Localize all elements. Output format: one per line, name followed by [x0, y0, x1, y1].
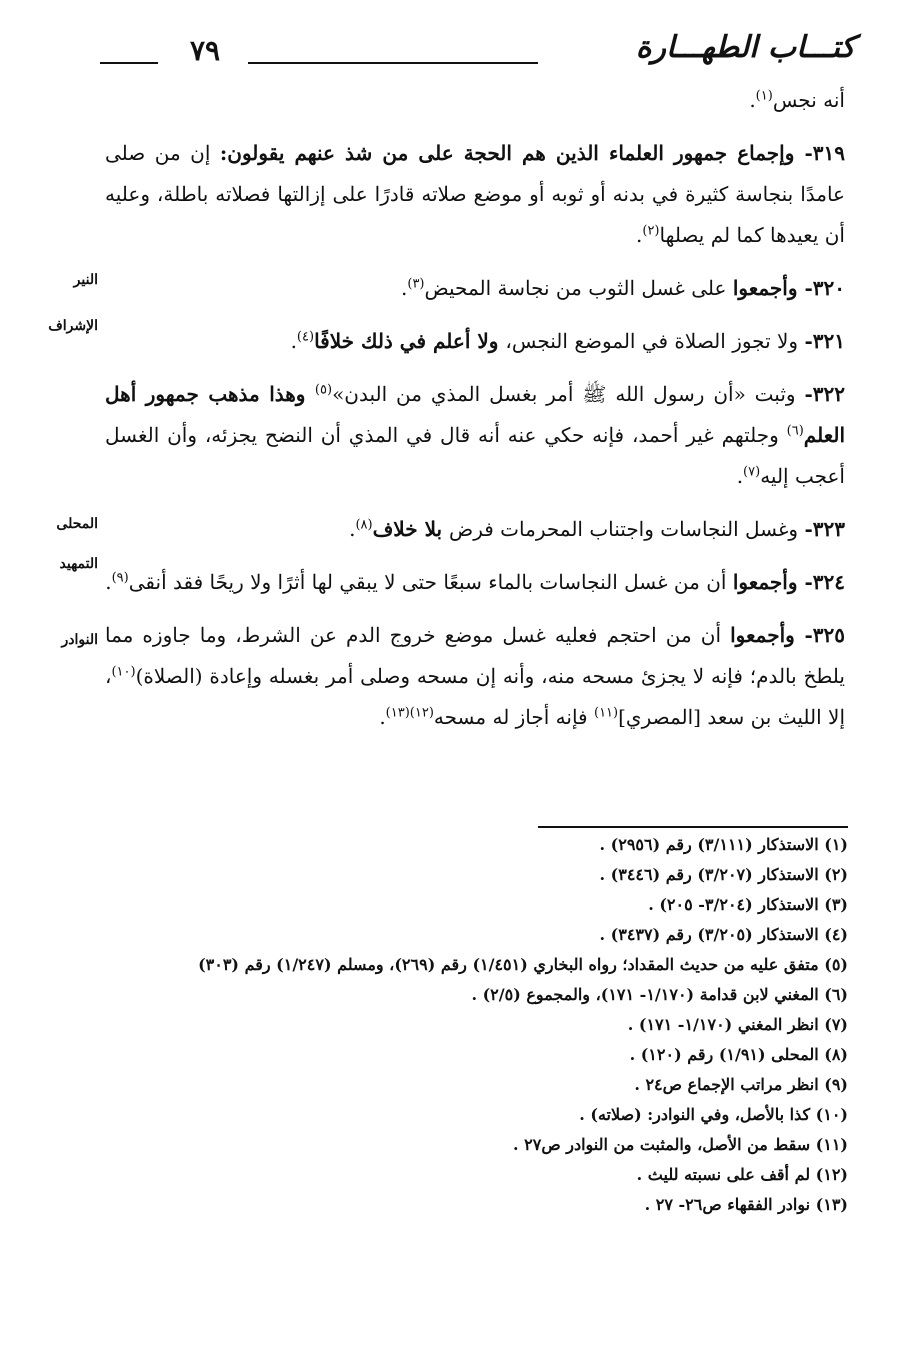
header-rule-left — [100, 62, 158, 64]
footnote: (١) الاستذكار (٣/١١١) رقم (٢٩٥٦) . — [599, 835, 848, 854]
paragraph-number: ٣٢١- — [804, 329, 845, 353]
footnote-ref: (٣) — [407, 276, 425, 292]
footnote: (٥) متفق عليه من حديث المقداد؛ رواه البخاري (١/٤٥١) رقم (٢٦٩)، ومسلم (١/٢٤٧) رقم (٣٠٣) — [198, 955, 848, 974]
paragraph-323 — [105, 509, 845, 550]
footnote-ref: (١٢)(١٣) — [385, 705, 434, 721]
paragraph-end: . — [736, 464, 744, 488]
book-title: كتـــاب الطهـــارة — [635, 30, 855, 65]
footnote: (٣) الاستذكار (٣/٢٠٤- ٢٠٥) . — [648, 895, 848, 914]
footnote-ref: (٤) — [296, 329, 315, 345]
paragraph-text: أنه نجس — [772, 88, 845, 112]
paragraph-322 — [105, 374, 845, 497]
paragraph-number: ٣١٩- — [804, 141, 846, 165]
footnote-ref: (٩) — [111, 570, 129, 586]
page-header — [100, 30, 855, 78]
paragraph-text: وثبت «أن رسول الله ﷺ أمر بغسل المذي من البدن» — [332, 382, 805, 406]
paragraph-end: . — [290, 329, 297, 353]
footnote: (٤) الاستذكار (٣/٢٠٥) رقم (٣٤٣٧) . — [599, 925, 848, 944]
header-rule-middle — [248, 62, 538, 64]
footnote: (١٠) كذا بالأصل، وفي النوادر: (صلاته) . — [579, 1105, 848, 1124]
margin-note: الإشراف — [48, 318, 98, 334]
margin-note: النوادر — [61, 632, 98, 648]
footnote-ref: (٨) — [355, 517, 373, 533]
paragraph-end: . — [379, 705, 386, 729]
footnote: (٦) المغني لابن قدامة (١/١٧٠- ١٧١)، والمجموع (٢/٥) . — [471, 985, 848, 1004]
footnote-ref: (١) — [755, 88, 773, 104]
footnote: (١١) سقط من الأصل، والمثبت من النوادر ص٢٧ . — [513, 1135, 848, 1154]
paragraph-end: . — [349, 517, 356, 541]
footnote-ref: (١١) — [593, 705, 619, 721]
paragraph-emphasis: ولا أعلم في ذلك خلافًا — [314, 329, 506, 353]
paragraph-325 — [105, 615, 845, 738]
paragraph-text-continued: وجلتهم غير أحمد، فإنه حكي عنه أنه قال في المذي أن النضح يجزئه، وأن الغسل أعجب إليه — [105, 423, 845, 488]
paragraph — [105, 80, 845, 121]
footnote: (١٣) نوادر الفقهاء ص٢٦- ٢٧ . — [644, 1195, 848, 1214]
paragraph-emphasis: بلا خلاف — [372, 517, 450, 541]
paragraph-text: إن من صلى عامدًا بنجاسة كثيرة في بدنه أو ثوبه أو موضع صلاته قادرًا على إزالتها فصلاته باطلة، وعليه أن يعيدها كما لم يصلها — [105, 141, 845, 247]
paragraph-text: وغسل النجاسات واجتناب المحرمات فرض — [449, 517, 805, 541]
footnote: (٢) الاستذكار (٣/٢٠٧) رقم (٣٤٤٦) . — [599, 865, 848, 884]
footnotes — [106, 830, 848, 1220]
paragraph-319 — [105, 133, 845, 256]
paragraph-text: ولا تجوز الصلاة في الموضع النجس، — [505, 329, 805, 353]
paragraph-number: ٣٢٤- — [804, 570, 845, 594]
paragraph-number: ٣٢٥- — [804, 623, 846, 647]
paragraph-emphasis: وهذا مذهب جمهور أهل العلم — [105, 382, 845, 447]
margin-note: المحلى — [56, 516, 98, 532]
paragraph-text-final: فإنه أجاز له مسحه — [433, 705, 594, 729]
footnote: (٧) انظر المغني (١/١٧٠- ١٧١) . — [627, 1015, 848, 1034]
footnote: (١٢) لم أقف على نسبته لليث . — [636, 1165, 848, 1184]
margin-note: التمهيد — [59, 556, 98, 572]
main-text — [105, 80, 845, 750]
footnote-ref: (٦) — [786, 423, 804, 439]
paragraph-320 — [105, 268, 845, 309]
footnote-ref: (١٠) — [111, 664, 136, 680]
footnote-separator — [538, 826, 848, 828]
footnote: (٨) المحلى (١/٩١) رقم (١٢٠) . — [629, 1045, 848, 1064]
footnote: (٩) انظر مراتب الإجماع ص٢٤ . — [634, 1075, 848, 1094]
footnote-ref: (٥) — [314, 382, 333, 398]
paragraph-number: ٣٢٠- — [804, 276, 845, 300]
paragraph-lead: وإجماع جمهور العلماء الذين هم الحجة على من شذ عنهم يقولون: — [219, 141, 805, 165]
paragraph-324 — [105, 562, 845, 603]
paragraph-lead: وأجمعوا — [732, 276, 805, 300]
paragraph-number: ٣٢٢- — [804, 382, 845, 406]
paragraph-text-continued: ، إلا الليث بن سعد [المصري] — [105, 664, 845, 729]
paragraph-number: ٣٢٣- — [804, 517, 845, 541]
page-number: ٧٩ — [190, 34, 221, 67]
paragraph-text: أن من غسل النجاسات بالماء سبعًا حتى لا يبقي لها أثرًا ولا ريحًا فقد أنقى — [128, 570, 733, 594]
footnote-ref: (٢) — [642, 223, 660, 239]
paragraph-lead: وأجمعوا — [730, 623, 805, 647]
paragraph-lead: وأجمعوا — [732, 570, 805, 594]
paragraph-text: أن من احتجم فعليه غسل موضع خروج الدم عن الشرط، وما جاوزه مما يلطخ بالدم؛ فإنه لا يجزئ مسحه منه، وأنه إن مسحه وصلى أمر بغسله وإعادة (الصلاة) — [105, 623, 845, 688]
margin-note: النير — [73, 272, 98, 288]
paragraph-end: . — [636, 223, 643, 247]
paragraph-321 — [105, 321, 845, 362]
paragraph-end: . — [401, 276, 408, 300]
paragraph-text: على غسل الثوب من نجاسة المحيض — [424, 276, 733, 300]
paragraph-end: . — [105, 570, 112, 594]
footnote-ref: (٧) — [743, 464, 761, 480]
paragraph-end: . — [749, 88, 756, 112]
